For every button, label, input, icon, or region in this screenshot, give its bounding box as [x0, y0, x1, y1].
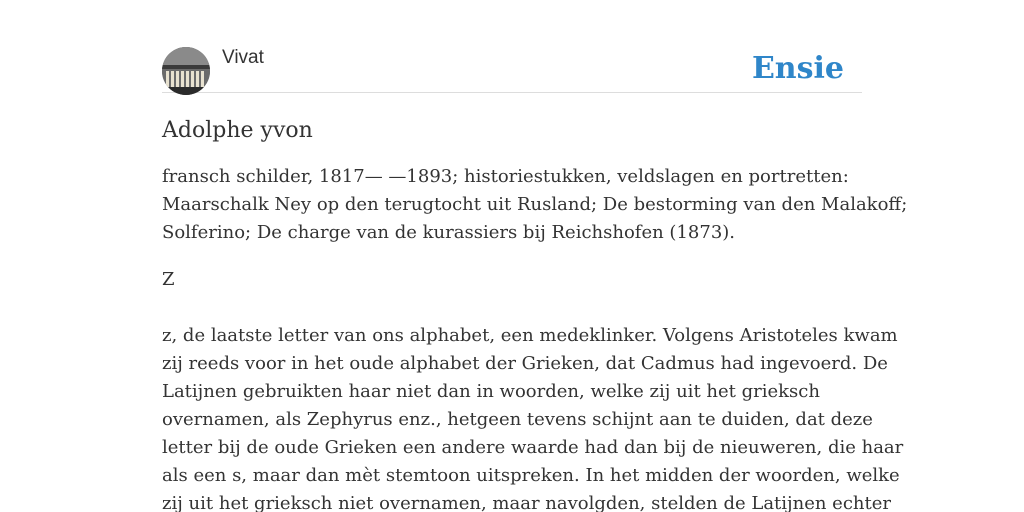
definition-line: zij uit het grieksch niet overnamen, maar navolgden, stelden de Latijnen echter [162, 493, 891, 512]
definition-line: z, de laatste letter van ons alphabet, een medeklinker. Volgens Aristoteles kwam [162, 325, 898, 346]
definition-line: letter bij de oude Grieken een andere waarde had dan bij de nieuweren, die haar [162, 437, 904, 458]
definition-line: zij reeds voor in het oude alphabet der Grieken, dat Cadmus had ingevoerd. De [162, 353, 888, 374]
definition-line: als een s, maar dan mèt stemtoon uitspreken. In het midden der woorden, welke [162, 465, 900, 486]
entry-definition [162, 163, 908, 247]
typewriter-keys-icon [162, 47, 210, 95]
article-content [162, 110, 908, 512]
next-entry-heading: Z [162, 269, 175, 290]
definition-line: Maarschalk Ney op den terugtocht uit Rusland; De bestorming van den Malakoff; [162, 194, 908, 215]
ensie-logo-link[interactable]: Ensie [751, 51, 844, 86]
definition-line: fransch schilder, 1817— —1893; historiestukken, veldslagen en portretten: [162, 166, 849, 187]
author-name[interactable]: Vivat [222, 47, 264, 68]
definition-line: overnamen, als Zephyrus enz., hetgeen tevens schijnt aan te duiden, dat deze [162, 409, 873, 430]
next-entry-definition [162, 322, 904, 512]
author-avatar[interactable] [162, 47, 210, 95]
definition-line: Latijnen gebruikten haar niet dan in woorden, welke zij uit het grieksch [162, 381, 820, 402]
entry-title: Adolphe yvon [162, 118, 313, 143]
site-header [162, 0, 862, 93]
definition-line: Solferino; De charge van de kurassiers bij Reichshofen (1873). [162, 222, 736, 243]
